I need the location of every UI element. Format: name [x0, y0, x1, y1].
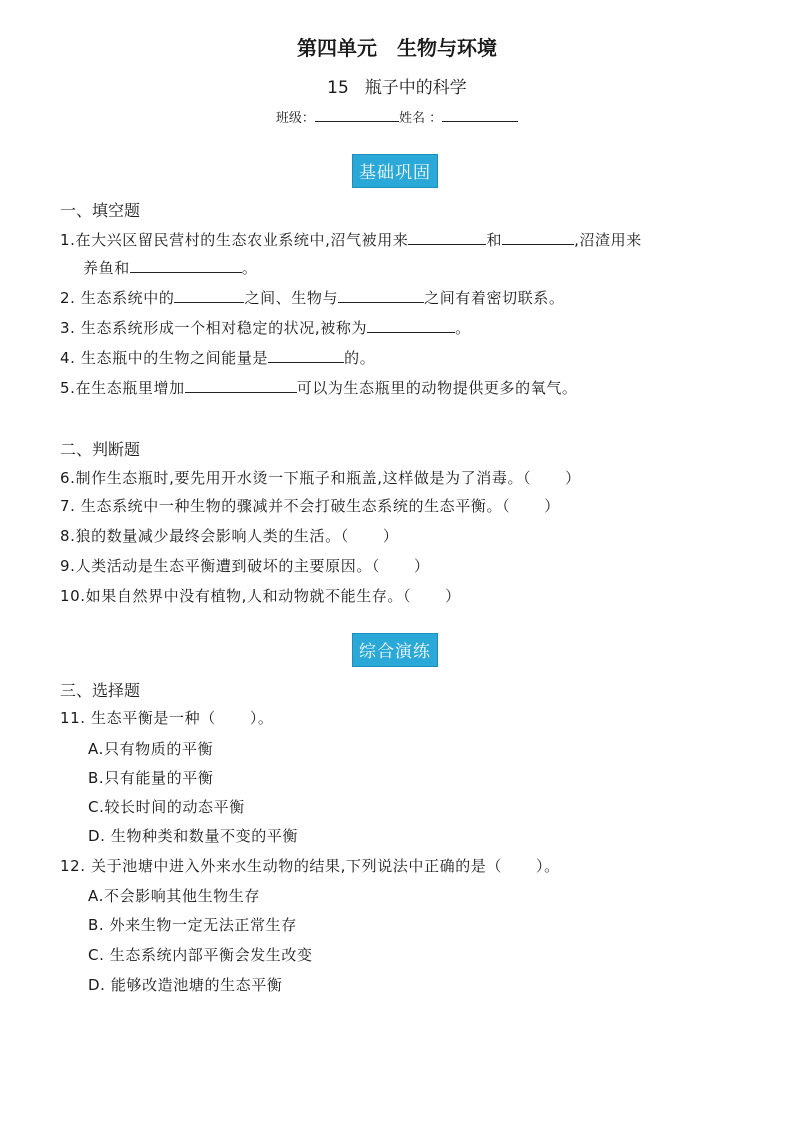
- section-true-false-title: 二、判断题: [60, 440, 141, 459]
- blank-2a[interactable]: [174, 288, 244, 303]
- unit-name: 生物与环境: [397, 36, 497, 60]
- lesson-title: [0, 73, 794, 98]
- blank-5[interactable]: [185, 378, 297, 393]
- question-1: 1.在大兴区留民营村的生态农业系统中,沼气被用来 和 ,沼渣用来: [60, 231, 642, 249]
- badge-basic: 基础巩固: [352, 154, 438, 188]
- option-12a[interactable]: A.不会影响其他生物生存: [88, 887, 260, 905]
- question-7: 7. 生态系统中一种生物的骤减并不会打破生态系统的生态平衡。（ ）: [60, 497, 560, 515]
- blank-1a[interactable]: [408, 230, 486, 245]
- unit-title: [0, 32, 794, 61]
- question-1-cont: 养鱼和 。: [83, 259, 258, 277]
- question-12: 12. 关于池塘中进入外来水生动物的结果,下列说法中正确的是（ ）。: [60, 857, 560, 875]
- blank-2b[interactable]: [338, 288, 424, 303]
- option-11a[interactable]: A.只有物质的平衡: [88, 740, 214, 758]
- section-choice-title: 三、选择题: [60, 681, 141, 700]
- student-info-line: [0, 107, 794, 126]
- option-11b[interactable]: B.只有能量的平衡: [88, 769, 214, 787]
- unit-label: 第四单元: [297, 36, 377, 60]
- question-8: 8.狼的数量减少最终会影响人类的生活。（ ）: [60, 527, 399, 545]
- option-11c[interactable]: C.较长时间的动态平衡: [88, 798, 245, 816]
- option-11d[interactable]: D. 生物种类和数量不变的平衡: [88, 827, 299, 845]
- class-label: 班级：: [275, 111, 315, 126]
- blank-4[interactable]: [268, 348, 344, 363]
- question-9: 9.人类活动是生态平衡遭到破坏的主要原因。（ ）: [60, 557, 430, 575]
- option-12d[interactable]: D. 能够改造池塘的生态平衡: [88, 976, 283, 994]
- question-11: 11. 生态平衡是一种（ ）。: [60, 709, 274, 727]
- name-label: 姓名 ：: [398, 111, 443, 126]
- option-12b[interactable]: B. 外来生物一定无法正常生存: [88, 916, 297, 934]
- class-blank[interactable]: [315, 107, 399, 122]
- question-5: 5.在生态瓶里增加 可以为生态瓶里的动物提供更多的氧气。: [60, 379, 578, 397]
- question-6: 6.制作生态瓶时,要先用开水烫一下瓶子和瓶盖,这样做是为了消毒。（ ）: [60, 469, 581, 487]
- lesson-number: 15: [327, 78, 349, 98]
- option-12c[interactable]: C. 生态系统内部平衡会发生改变: [88, 946, 313, 964]
- badge-comprehensive: 综合演练: [352, 633, 438, 667]
- name-blank[interactable]: [442, 107, 518, 122]
- question-4: 4. 生态瓶中的生物之间能量是 的。: [60, 349, 376, 367]
- section-fill-blank-title: 一、填空题: [60, 201, 141, 220]
- question-2: 2. 生态系统中的 之间、生物与 之间有着密切联系。: [60, 289, 565, 307]
- blank-1b[interactable]: [502, 230, 574, 245]
- question-10: 10.如果自然界中没有植物,人和动物就不能生存。（ ）: [60, 587, 461, 605]
- lesson-name: 瓶子中的科学: [364, 78, 467, 98]
- blank-1c[interactable]: [130, 258, 242, 273]
- question-3: 3. 生态系统形成一个相对稳定的状况,被称为 。: [60, 319, 471, 337]
- blank-3[interactable]: [367, 318, 455, 333]
